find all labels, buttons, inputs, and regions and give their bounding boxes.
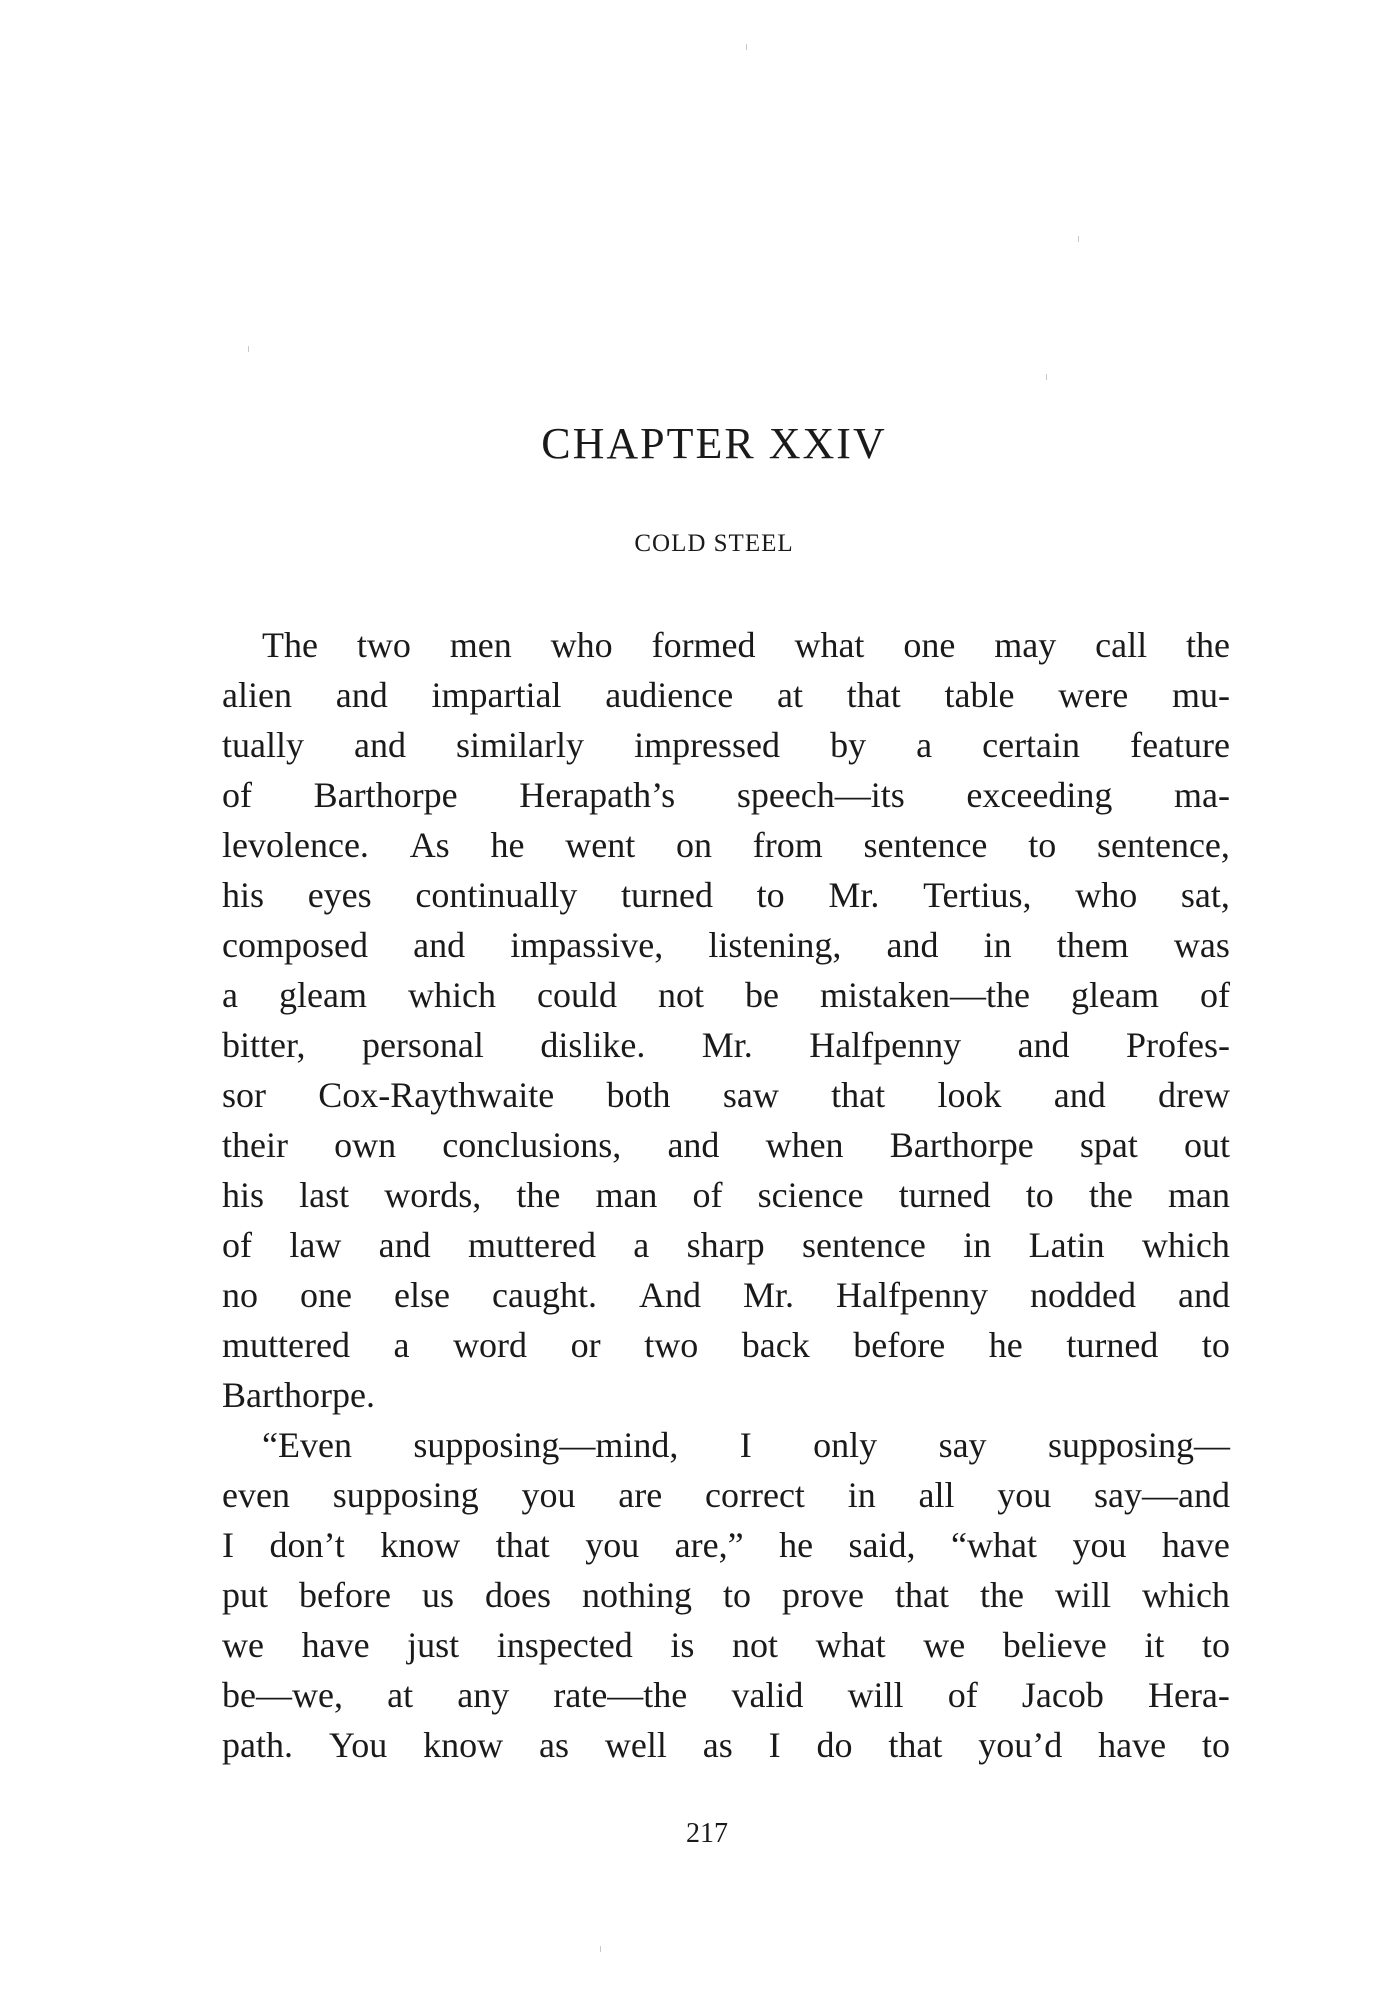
text-line: be—we, at any rate—the valid will of Jacob Hera- (222, 1675, 1230, 1715)
scan-speck (600, 1946, 601, 1952)
chapter-heading: CHAPTER XXIV (541, 419, 887, 468)
body-text (222, 620, 1230, 1770)
text-line: Barthorpe. (222, 1375, 375, 1415)
scan-speck (746, 44, 747, 50)
text-line: no one else caught. And Mr. Halfpenny nodded and (222, 1275, 1230, 1315)
text-line: of Barthorpe Herapath’s speech—its exceeding ma- (222, 775, 1230, 815)
scan-speck (248, 346, 249, 352)
text-line: of law and muttered a sharp sentence in Latin which (222, 1225, 1230, 1265)
text-line: we have just inspected is not what we believe it to (222, 1625, 1230, 1665)
text-line: The two men who formed what one may call the (262, 625, 1230, 665)
text-line: composed and impassive, listening, and in them was (222, 925, 1230, 965)
text-line: levolence. As he went on from sentence to sentence, (222, 825, 1230, 865)
scan-speck (1078, 236, 1079, 242)
text-line: path. You know as well as I do that you’d have to (222, 1725, 1230, 1765)
scan-speck (1046, 374, 1047, 380)
text-line: “Even supposing—mind, I only say supposing— (262, 1425, 1230, 1465)
text-line: bitter, personal dislike. Mr. Halfpenny and Profes- (222, 1025, 1230, 1065)
text-line: even supposing you are correct in all you say—and (222, 1475, 1230, 1515)
text-line: his eyes continually turned to Mr. Tertius, who sat, (222, 875, 1230, 915)
text-line: a gleam which could not be mistaken—the gleam of (222, 975, 1230, 1015)
text-line: sor Cox-Raythwaite both saw that look and drew (222, 1075, 1230, 1115)
text-line: put before us does nothing to prove that the will which (222, 1575, 1230, 1615)
text-line: their own conclusions, and when Barthorpe spat out (222, 1125, 1230, 1165)
text-line: muttered a word or two back before he turned to (222, 1325, 1230, 1365)
chapter-subtitle: COLD STEEL (634, 530, 794, 557)
page-number: 217 (686, 1818, 728, 1849)
text-line: tually and similarly impressed by a certain feature (222, 725, 1230, 765)
text-line: his last words, the man of science turned to the man (222, 1175, 1230, 1215)
text-line: I don’t know that you are,” he said, “what you have (222, 1525, 1230, 1565)
text-line: alien and impartial audience at that table were mu- (222, 675, 1230, 715)
